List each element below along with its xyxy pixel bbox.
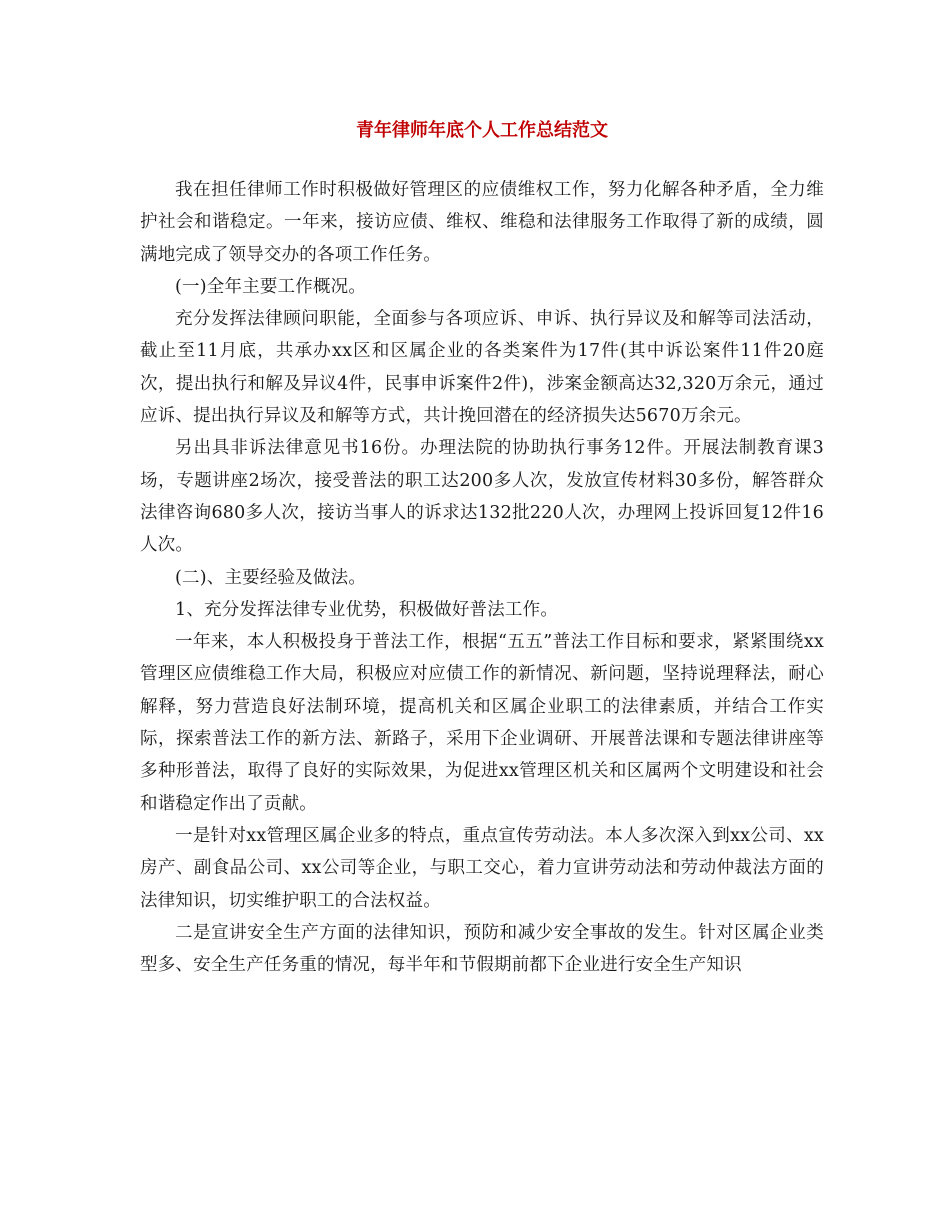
paragraph-safety-law: 二是宣讲安全生产方面的法律知识，预防和减少安全事故的发生。针对区属企业类型多、安全生产任务重的情况，每半年和节假期前都下企业进行安全生产知识 [140,922,824,976]
paragraph-section-2-heading: (二)、主要经验及做法。 [175,567,367,588]
paragraph-case-summary: 充分发挥法律顾问职能，全面参与各项应诉、申诉、执行异议及和解等司法活动，截止至11月底，共承办xx区和区属企业的各类案件为17件(其中诉讼案件11件20庭次，提出执行和解及异议4件，民事申诉案件2件)，涉案金额高达32,320万余元，通过应诉、提出执行异议及和解等方式，共计挽回潜在的经济损失达5670万余元。 [140,309,824,427]
paragraph-subheading-1: 1、充分发挥法律专业优势，积极做好普法工作。 [175,599,559,620]
paragraph-intro: 我在担任律师工作时积极做好管理区的应债维权工作，努力化解各种矛盾，全力维护社会和谐稳定。一年来，接访应债、维权、维稳和法律服务工作取得了新的成绩，圆满地完成了领导交办的各项工作任务。 [140,180,824,265]
paragraph-legal-education: 一年来，本人积极投身于普法工作，根据“五五”普法工作目标和要求，紧紧围绕xx管理区应债维稳工作大局，积极应对应债工作的新情况、新问题，坚持说理释法，耐心解释，努力营造良好法制环境，提高机关和区属企业职工的法律素质，并结合工作实际，探索普法工作的新方法、新路子，采用下企业调研、开展普法课和专题法律讲座等多种形普法，取得了良好的实际效果，为促进xx管理区机关和区属两个文明建设和社会和谐稳定作出了贡献。 [140,632,824,814]
paragraph-labor-law: 一是针对xx管理区属企业多的特点，重点宣传劳动法。本人多次深入到xx公司、xx房产、副食品公司、xx公司等企业，与职工交心，着力宣讲劳动法和劳动仲裁法方面的法律知识，切实维护职工的合法权益。 [140,825,824,911]
document-title: 青年律师年底个人工作总结范文 [356,120,608,141]
paragraph-other-work: 另出具非诉法律意见书16份。办理法院的协助执行事务12件。开展法制教育课3场，专题讲座2场次，接受普法的职工达200多人次，发放宣传材料30多份，解答群众法律咨询680多人次，接访当事人的诉求达132批220人次，办理网上投诉回复12件16人次。 [140,438,824,556]
paragraph-section-1-heading: (一)全年主要工作概况。 [175,276,367,297]
document-page [140,118,824,981]
